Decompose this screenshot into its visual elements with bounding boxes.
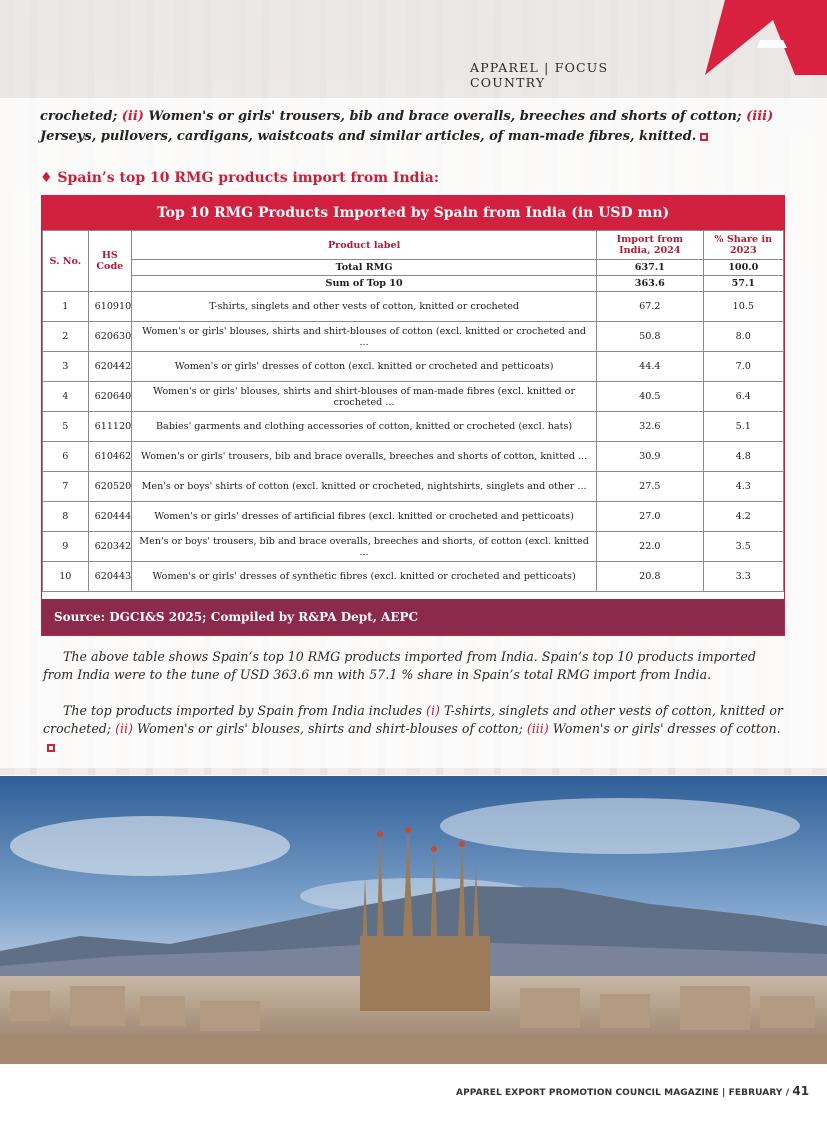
cell-sno: 3 <box>43 352 89 382</box>
cell-product: Babies' garments and clothing accessories of cotton, knitted or crocheted (excl. hats) <box>132 412 597 442</box>
cell-import: 20.8 <box>597 562 703 592</box>
cell-import: 22.0 <box>597 532 703 562</box>
table-row <box>43 472 784 502</box>
cell-product: Women's or girls' blouses, shirts and shirt-blouses of cotton (excl. knitted or crocheted and ... <box>132 322 597 352</box>
table-row <box>43 352 784 382</box>
cell-sno: 2 <box>43 322 89 352</box>
table-row <box>43 502 784 532</box>
cell-share: 4.3 <box>703 472 783 502</box>
cell-share: 7.0 <box>703 352 783 382</box>
cell-hs: 610910 <box>88 292 131 322</box>
cell-sno: 8 <box>43 502 89 532</box>
paragraph-summary: The above table shows Spain’s top 10 RMG products imported from India. Spain’s top 10 products imported from India were to the tune of USD 363.6 mn with 57.1 % share in Spain’s total RMG import from India. <box>43 649 756 682</box>
header-sno: S. No. <box>43 231 89 292</box>
header-share: % Share in 2023 <box>703 231 783 260</box>
cell-hs: 620640 <box>88 382 131 412</box>
cell-product: Women's or girls' dresses of cotton (excl. knitted or crocheted and petticoats) <box>132 352 597 382</box>
cell-product: Women's or girls' dresses of artificial fibres (excl. knitted or crocheted and petticoats) <box>132 502 597 532</box>
table-row <box>43 562 784 592</box>
table-row <box>43 322 784 352</box>
cell-product: Women's or girls' blouses, shirts and shirt-blouses of man-made fibres (excl. knitted or crocheted ... <box>132 382 597 412</box>
cell-sno: 7 <box>43 472 89 502</box>
cell-hs: 620444 <box>88 502 131 532</box>
header-hs-code: HS Code <box>88 231 131 292</box>
table-row <box>43 382 784 412</box>
cell-import: 27.0 <box>597 502 703 532</box>
cell-import: 30.9 <box>597 442 703 472</box>
cell-share: 3.3 <box>703 562 783 592</box>
cell-import: 67.2 <box>597 292 703 322</box>
cell-sno: 6 <box>43 442 89 472</box>
total-share: 100.0 <box>703 260 783 276</box>
paragraph-top-products: The top products imported by Spain from India includes (i) T-shirts, singlets and other vests of cotton, knitted or crocheted; (ii) Women's or girls' blouses, shirts and shirt-blouses of cotton; (iii) Women's or girls' dresses of cotton. <box>43 702 785 756</box>
cell-product: T-shirts, singlets and other vests of cotton, knitted or crocheted <box>132 292 597 322</box>
cell-share: 5.1 <box>703 412 783 442</box>
end-mark-icon <box>47 744 55 752</box>
sum-import: 363.6 <box>597 276 703 292</box>
cell-hs: 620520 <box>88 472 131 502</box>
cell-share: 6.4 <box>703 382 783 412</box>
cell-sno: 4 <box>43 382 89 412</box>
cell-import: 50.8 <box>597 322 703 352</box>
sum-share: 57.1 <box>703 276 783 292</box>
cell-hs: 610462 <box>88 442 131 472</box>
sum-label: Sum of Top 10 <box>132 276 597 292</box>
cell-hs: 620442 <box>88 352 131 382</box>
total-label: Total RMG <box>132 260 597 276</box>
end-mark-icon <box>700 133 708 141</box>
table-row <box>43 292 784 322</box>
cell-sno: 1 <box>43 292 89 322</box>
cell-hs: 620342 <box>88 532 131 562</box>
cell-product: Men's or boys' trousers, bib and brace overalls, breeches and shorts, of cotton (excl. knitted ... <box>132 532 597 562</box>
table-source: Source: DGCI&S 2025; Compiled by R&PA Dept, AEPC <box>42 599 784 635</box>
section-tag: APPAREL | FOCUS COUNTRY <box>470 60 609 90</box>
sagrada-familia-photo <box>0 776 827 1064</box>
cell-sno: 10 <box>43 562 89 592</box>
cell-product: Women's or girls' dresses of synthetic fibres (excl. knitted or crocheted and petticoats) <box>132 562 597 592</box>
cell-share: 10.5 <box>703 292 783 322</box>
page-number: 41 <box>792 1084 810 1098</box>
cell-hs: 620630 <box>88 322 131 352</box>
cell-share: 4.8 <box>703 442 783 472</box>
cell-hs: 620443 <box>88 562 131 592</box>
cell-share: 3.5 <box>703 532 783 562</box>
table-title: Top 10 RMG Products Imported by Spain from India (in USD mn) <box>42 196 784 230</box>
intro-paragraph: crocheted; (ii) Women's or girls' trousers, bib and brace overalls, breeches and shorts of cotton; (iii) Jerseys, pullovers, cardigans, waistcoats and similar articles, of man-made fibres, knitted. <box>40 109 774 144</box>
table-row <box>43 412 784 442</box>
cell-product: Men's or boys' shirts of cotton (excl. knitted or crocheted, nightshirts, singlets and other ... <box>132 472 597 502</box>
total-import: 637.1 <box>597 260 703 276</box>
section-heading: ♦ Spain’s top 10 RMG products import from India: <box>40 170 439 186</box>
header-product: Product label <box>132 231 597 260</box>
aepc-logo-icon <box>677 0 827 78</box>
cell-import: 27.5 <box>597 472 703 502</box>
cell-hs: 611120 <box>88 412 131 442</box>
cell-sno: 5 <box>43 412 89 442</box>
cell-import: 32.6 <box>597 412 703 442</box>
import-table <box>41 195 785 636</box>
page-footer: APPAREL EXPORT PROMOTION COUNCIL MAGAZINE | FEBRUARY / 41 <box>456 1084 810 1098</box>
header-import: Import from India, 2024 <box>597 231 703 260</box>
cell-share: 4.2 <box>703 502 783 532</box>
data-table <box>42 230 784 592</box>
table-row <box>43 532 784 562</box>
cell-import: 44.4 <box>597 352 703 382</box>
cell-share: 8.0 <box>703 322 783 352</box>
table-row <box>43 442 784 472</box>
cell-product: Women's or girls' trousers, bib and brace overalls, breeches and shorts of cotton, knitted ... <box>132 442 597 472</box>
cell-sno: 9 <box>43 532 89 562</box>
cell-import: 40.5 <box>597 382 703 412</box>
